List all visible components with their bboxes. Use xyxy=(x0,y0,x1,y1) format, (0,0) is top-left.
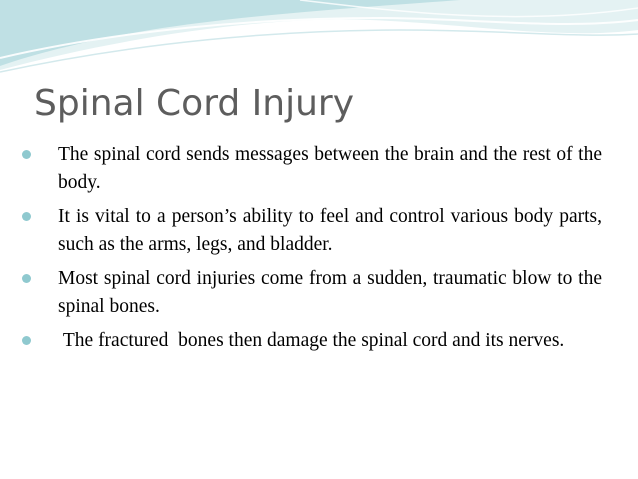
bullet-text: The fractured bones then damage the spinal cord and its nerves. xyxy=(58,330,565,351)
bullet-item xyxy=(22,141,602,197)
bullet-list xyxy=(22,141,602,361)
bullet-text: It is vital to a person’s ability to feel and control various body parts, such as the arms, legs, and bladder. xyxy=(58,206,602,255)
bullet-item xyxy=(22,265,602,321)
bullet-text: The spinal cord sends messages between the brain and the rest of the body. xyxy=(58,144,602,193)
bullet-item xyxy=(22,327,602,355)
bullet-dot-icon xyxy=(22,274,31,283)
slide-title: Spinal Cord Injury xyxy=(34,83,355,124)
bullet-text: Most spinal cord injuries come from a sudden, traumatic blow to the spinal bones. xyxy=(58,268,602,317)
bullet-dot-icon xyxy=(22,212,31,221)
bullet-dot-icon xyxy=(22,336,31,345)
header-wave-decoration xyxy=(0,0,638,80)
bullet-item xyxy=(22,203,602,259)
bullet-dot-icon xyxy=(22,150,31,159)
